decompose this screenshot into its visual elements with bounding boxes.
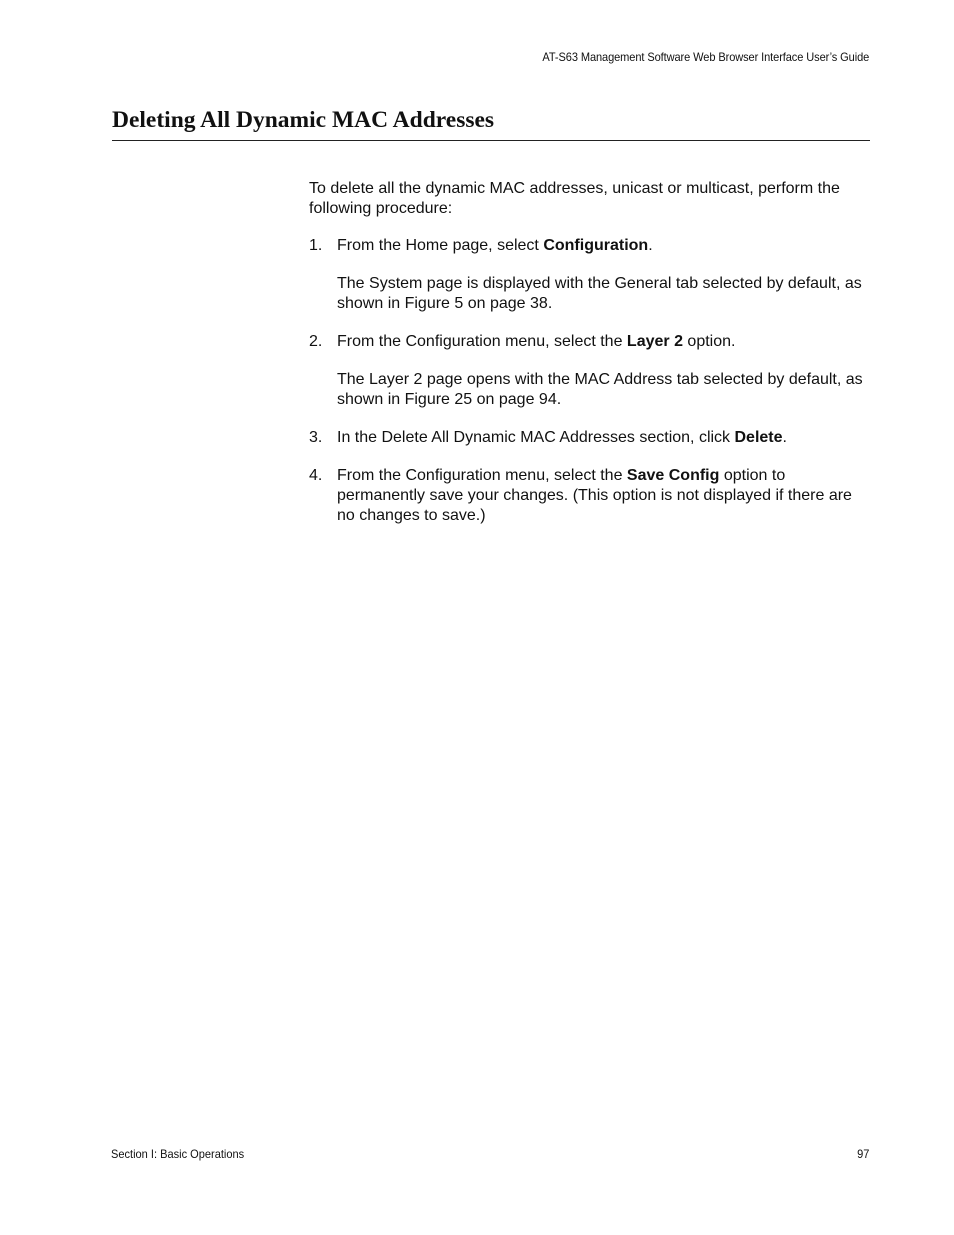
- step-number: 4.: [309, 467, 323, 484]
- title-rule: [112, 140, 870, 141]
- step-result: The System page is displayed with the General tab selected by default, as shown in Figure 5 on page 38.: [337, 275, 862, 312]
- step-text-end: .: [648, 237, 653, 254]
- footer-page-number: 97: [856, 1147, 869, 1161]
- step-text-end: option.: [682, 333, 736, 350]
- running-header: AT-S63 Management Software Web Browser Interface User’s Guide: [542, 50, 869, 64]
- step-text: From the Home page, select: [337, 237, 544, 254]
- body-text: [309, 179, 874, 544]
- step-result: The Layer 2 page opens with the MAC Address tab selected by default, as shown in Figure 25 on page 94.: [337, 371, 863, 408]
- step-text-end: .: [782, 429, 787, 446]
- step-number: 2.: [309, 333, 323, 350]
- step-number: 1.: [309, 237, 323, 254]
- step-4: [309, 466, 874, 526]
- step-bold-term: Layer 2: [626, 333, 683, 350]
- step-text-end: option to permanently save your changes. (This option is not displayed if there are no changes to save.): [337, 467, 852, 524]
- step-1: [309, 236, 874, 314]
- step-bold-term: Configuration: [543, 237, 649, 254]
- footer-section-label: Section I: Basic Operations: [111, 1147, 245, 1161]
- step-instruction: [337, 466, 874, 526]
- step-text: From the Configuration menu, select the: [337, 467, 627, 484]
- step-instruction: [337, 332, 874, 352]
- step-2: [309, 332, 874, 410]
- step-instruction: [337, 428, 874, 448]
- step-number: 3.: [309, 429, 323, 446]
- step-instruction: [337, 236, 874, 256]
- step-bold-term: Delete: [734, 429, 783, 446]
- procedure-steps: [309, 236, 874, 526]
- intro-paragraph: To delete all the dynamic MAC addresses, unicast or multicast, perform the following procedure:: [309, 180, 840, 217]
- step-3: [309, 428, 874, 448]
- step-text: From the Configuration menu, select the: [337, 333, 627, 350]
- step-text: In the Delete All Dynamic MAC Addresses section, click: [337, 429, 735, 446]
- step-bold-term: Save Config: [626, 467, 720, 484]
- section-title: Deleting All Dynamic MAC Addresses: [112, 107, 495, 133]
